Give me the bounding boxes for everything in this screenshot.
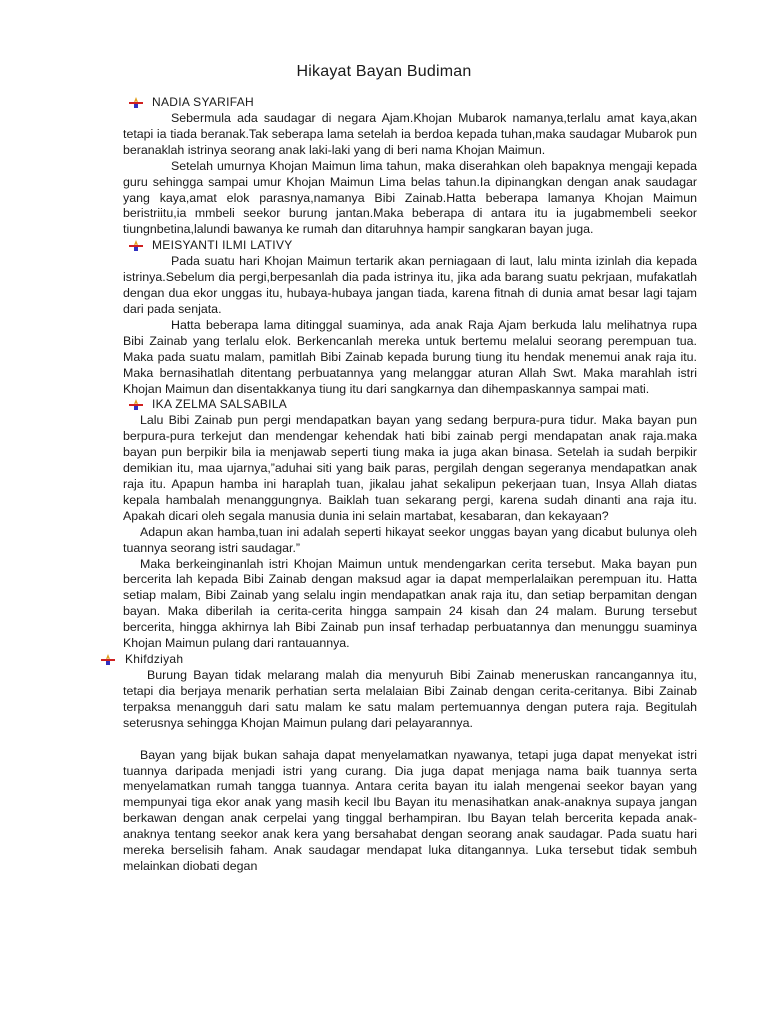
paragraph: Lalu Bibi Zainab pun pergi mendapatkan bayan yang sedang berpura-pura tidur. Maka bayan pun berpura-pura terkejut dan mendengar kehendak hati bibi zainab pergi mendapatan anak raja.maka bayan pun berpikir bila ia menjawab seperti tiung maka ia juga akan binasa. Setelah ia sudah berpikir demikian itu, maa ujarnya,”aduhai siti yang baik paras, pergilah dengan segeranya mendapatkan anak raja itu. Apapun hamba ini haraplah tuan, jikalau jahat sekalipun pekerjaan tuan, Insya Allah diatas kepala hambalah menanggungnya. Baiklah tuan sekarang pergi, karena sudah dinanti ana raja itu. Apakah dicari oleh segala manusia dunia ini selain martabat, kesabaran, dan kekayaan? (123, 413, 697, 523)
bullet-icon (101, 654, 115, 665)
paragraph-gap (123, 732, 697, 748)
section-heading-ika (123, 397, 697, 413)
section-author: NADIA SYARIFAH (152, 95, 255, 109)
section-author: IKA ZELMA SALSABILA (152, 397, 288, 412)
paragraph: Hatta beberapa lama ditinggal suaminya, ada anak Raja Ajam berkuda lalu melihatnya rupa Bibi Zainab yang terlalu elok. Berkencanlah mereka untuk bertemu melalui seorang perempuan tua. Maka pada suatu malam, pamitlah Bibi Zainab kepada burung tiung itu hendak menemui anak raja itu. Maka bernasihatlah ditentang perbuatannya yang melanggar aturan Allah Swt. Maka marahlah istri Khojan Maimun dan disentakkanya tiung itu dari sangkarnya dan dihempaskannya sampai mati. (123, 317, 697, 396)
paragraph: Sebermula ada saudagar di negara Ajam.Khojan Mubarok namanya,terlalu amat kaya,akan tetapi ia tiada beranak.Tak seberapa lama setelah ia berdoa kepada tuhan,maka saudagar Mubarok pun beranaklah istrinya seorang anak laki-laki yang di beri nama Khojan Maimun. (123, 111, 697, 157)
section-heading-nadia (123, 95, 697, 111)
paragraph: Bayan yang bijak bukan sahaja dapat menyelamatkan nyawanya, tetapi juga dapat menyekat istri tuannya daripada menjadi istri yang curang. Dia juga dapat menjaga nama baik tuannya serta menyelamatkan rumah tangga tuannya. Antara cerita bayan itu ialah mengenai seekor bayan yang mempunyai tiga ekor anak yang masih kecil Ibu Bayan itu menasihatkan anak-anaknya supaya jangan berkawan dengan anak cerpelai yang tinggal berhampiran. Ibu Bayan telah bercerita kepada anak-anaknya tentang seekor anak kera yang bersahabat dengan seorang anak saudagar. Pada suatu hari mereka berselisih faham. Anak saudagar mendapat luka ditangannya. Luka tersebut tidak sembuh melainkan diobati degan (123, 747, 697, 873)
section-heading-meisyanti (123, 238, 697, 254)
document-title: Hikayat Bayan Budiman (296, 63, 472, 80)
section-heading-khifdziyah (123, 652, 697, 668)
section-author: Khifdziyah (125, 652, 184, 666)
paragraph: Pada suatu hari Khojan Maimun tertarik akan perniagaan di laut, lalu minta izinlah dia kepada istrinya.Sebelum dia pergi,berpesanlah dia pada istrinya itu, jika ada barang suatu pekrjaan, mufakatlah dengan dua ekor unggas itu, hubaya-hubaya jangan tiada, karena fitnah di dunia amat besar lagi tajam dari pada senjata. (123, 254, 697, 316)
bullet-icon (129, 399, 143, 410)
bullet-icon (129, 240, 143, 251)
section-author: MEISYANTI ILMI LATIVY (152, 238, 293, 253)
paragraph: Maka berkeinginanlah istri Khojan Maimun untuk mendengarkan cerita tersebut. Maka bayan pun bercerita lah kepada Bibi Zainab dengan maksud agar ia dapat memperlalaikan perempuan itu. Hatta setiap malam, Bibi Zainab yang selalu ingin mendapatkan anak raja itu, dan setiap berpamitan dengan bayan. Maka diberilah ia cerita-cerita hingga sampain 24 kisah dan 24 malam. Burung tersebut bercerita, hingga akhirnya lah Bibi Zainab pun insaf terhadap perbuatannya dan menunggu suaminya Khojan Maimun pulang dari rantauannya. (123, 556, 697, 651)
paragraph: Adapun akan hamba,tuan ini adalah seperti hikayat seekor unggas bayan yang dicabut bulunya oleh tuannya seorang istri saudagar.” (123, 524, 697, 555)
paragraph: Setelah umurnya Khojan Maimun lima tahun, maka diserahkan oleh bapaknya mengaji kepada guru sehingga sampai umur Khojan Maimun Lima belas tahun.Ia dipinangkan dengan anak saudagar yang kaya,amat elok parasnya,namanya Bibi Zainab.Hatta beberapa lamanya Khojan Maimun beristriitu,ia mmbeli seekor burung jantan.Maka beberapa di antara itu ia jugabmembeli seekor tiungnbetina,lalundi bawanya ke rumah dan ditaruhnya hampir sangkaran bayan juga. (123, 158, 697, 237)
bullet-icon (129, 97, 143, 108)
paragraph: Burung Bayan tidak melarang malah dia menyuruh Bibi Zainab meneruskan rancangannya itu, tetapi dia berjaya menarik perhatian serta melalaian Bibi Zainab dengan cerita-ceritanya. Bibi Zainab terpaksa menangguh dari satu malam ke satu malam pertemuannya dengan putera raja. Begitulah seterusnya sehingga Khojan Maimun pulang dari pelayarannya. (123, 668, 697, 730)
document-body (123, 95, 697, 875)
